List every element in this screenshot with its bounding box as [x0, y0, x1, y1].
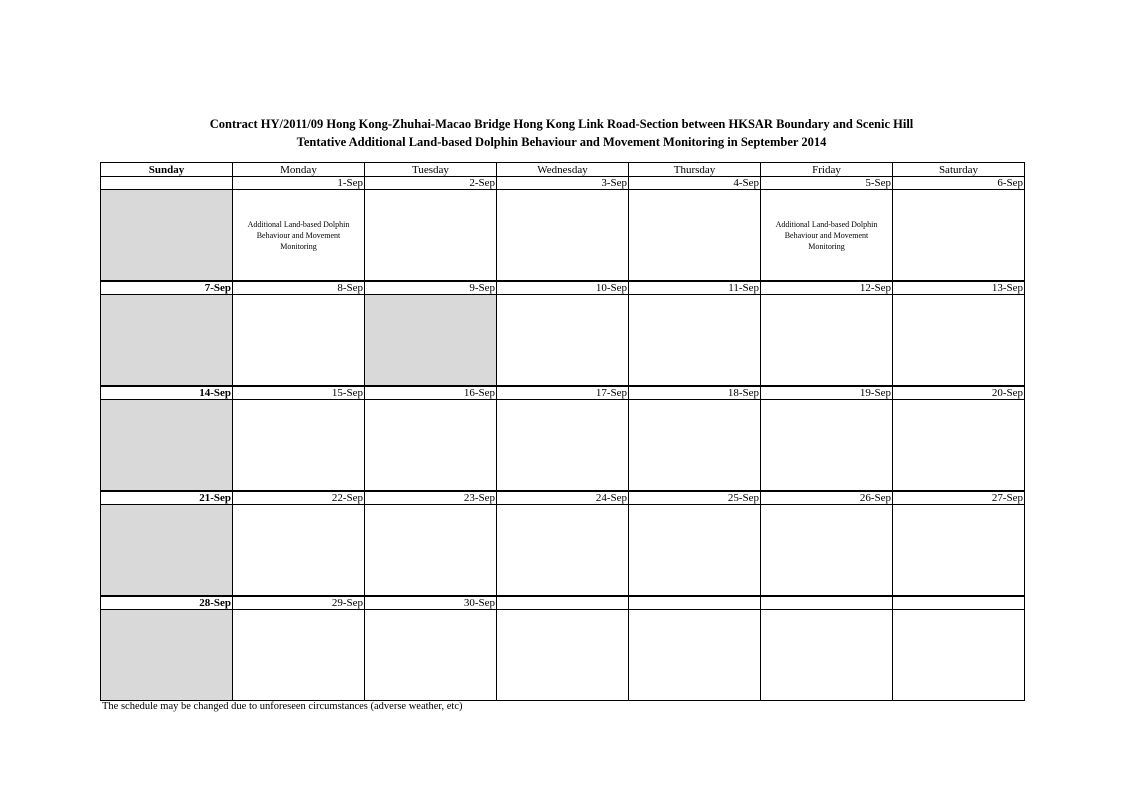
- date-cell: 13-Sep: [893, 281, 1025, 295]
- date-cell: 26-Sep: [761, 491, 893, 505]
- day-content-cell: [893, 400, 1025, 492]
- day-header-friday: Friday: [761, 163, 893, 177]
- day-content-cell: [629, 400, 761, 492]
- week-5-content-row: [101, 610, 1025, 701]
- date-cell: 28-Sep: [101, 596, 233, 610]
- day-content-cell: [629, 295, 761, 387]
- day-content-cell: [629, 190, 761, 282]
- week-4-date-row: [101, 491, 1025, 505]
- date-cell: 25-Sep: [629, 491, 761, 505]
- schedule-note: Additional Land-based Dolphin Behaviour and Movement Monitoring: [775, 219, 878, 251]
- day-content-cell: [761, 295, 893, 387]
- day-header-saturday: Saturday: [893, 163, 1025, 177]
- day-content-cell: [233, 190, 365, 282]
- footer-note: The schedule may be changed due to unforeseen circumstances (adverse weather, etc): [102, 701, 463, 712]
- date-cell: 21-Sep: [101, 491, 233, 505]
- day-header-sunday: Sunday: [101, 163, 233, 177]
- day-content-cell: [365, 295, 497, 387]
- day-content-cell: [497, 400, 629, 492]
- day-content-cell: [101, 190, 233, 282]
- date-cell: 14-Sep: [101, 386, 233, 400]
- day-content-cell: [365, 505, 497, 597]
- date-cell: 7-Sep: [101, 281, 233, 295]
- week-4-content-row: [101, 505, 1025, 597]
- day-content-cell: [497, 190, 629, 282]
- date-cell: 30-Sep: [365, 596, 497, 610]
- week-2-date-row: [101, 281, 1025, 295]
- day-content-cell: [629, 505, 761, 597]
- day-content-cell: [101, 505, 233, 597]
- date-cell: 24-Sep: [497, 491, 629, 505]
- date-cell: 23-Sep: [365, 491, 497, 505]
- date-cell: 29-Sep: [233, 596, 365, 610]
- day-content-cell: [365, 400, 497, 492]
- date-cell: 9-Sep: [365, 281, 497, 295]
- day-header-row: [101, 163, 1025, 177]
- day-content-cell: [893, 190, 1025, 282]
- date-cell: 19-Sep: [761, 386, 893, 400]
- day-content-cell: [101, 400, 233, 492]
- date-cell: 4-Sep: [629, 177, 761, 190]
- day-header-tuesday: Tuesday: [365, 163, 497, 177]
- day-content-cell: [629, 610, 761, 701]
- day-content-cell: [365, 610, 497, 701]
- day-content-cell: [497, 610, 629, 701]
- day-content-cell: [893, 295, 1025, 387]
- day-content-cell: [101, 295, 233, 387]
- date-cell: 16-Sep: [365, 386, 497, 400]
- day-content-cell: [893, 505, 1025, 597]
- calendar-table: [100, 162, 1025, 701]
- document-title: Contract HY/2011/09 Hong Kong-Zhuhai-Macao Bridge Hong Kong Link Road-Section between HKSAR Boundary and Scenic Hill: [209, 117, 914, 131]
- date-cell: 20-Sep: [893, 386, 1025, 400]
- date-cell: [101, 177, 233, 190]
- document-subtitle: Tentative Additional Land-based Dolphin Behaviour and Movement Monitoring in September 2014: [296, 135, 827, 149]
- date-cell: 1-Sep: [233, 177, 365, 190]
- date-cell: 27-Sep: [893, 491, 1025, 505]
- date-cell: [761, 596, 893, 610]
- day-header-monday: Monday: [233, 163, 365, 177]
- day-content-cell: [761, 190, 893, 282]
- week-1-date-row: [101, 177, 1025, 190]
- day-header-wednesday: Wednesday: [497, 163, 629, 177]
- date-cell: 6-Sep: [893, 177, 1025, 190]
- day-header-thursday: Thursday: [629, 163, 761, 177]
- date-cell: [629, 596, 761, 610]
- day-content-cell: [497, 505, 629, 597]
- date-cell: 10-Sep: [497, 281, 629, 295]
- week-5-date-row: [101, 596, 1025, 610]
- date-cell: 3-Sep: [497, 177, 629, 190]
- week-3-date-row: [101, 386, 1025, 400]
- day-content-cell: [233, 295, 365, 387]
- week-3-content-row: [101, 400, 1025, 492]
- day-content-cell: [761, 610, 893, 701]
- day-content-cell: [365, 190, 497, 282]
- date-cell: 18-Sep: [629, 386, 761, 400]
- date-cell: 12-Sep: [761, 281, 893, 295]
- date-cell: 2-Sep: [365, 177, 497, 190]
- date-cell: 5-Sep: [761, 177, 893, 190]
- date-cell: 8-Sep: [233, 281, 365, 295]
- day-content-cell: [497, 295, 629, 387]
- date-cell: [893, 596, 1025, 610]
- date-cell: 15-Sep: [233, 386, 365, 400]
- date-cell: [497, 596, 629, 610]
- date-cell: 22-Sep: [233, 491, 365, 505]
- day-content-cell: [893, 610, 1025, 701]
- day-content-cell: [233, 610, 365, 701]
- day-content-cell: [761, 505, 893, 597]
- week-1-content-row: [101, 190, 1025, 282]
- day-content-cell: [761, 400, 893, 492]
- week-2-content-row: [101, 295, 1025, 387]
- day-content-cell: [233, 505, 365, 597]
- day-content-cell: [101, 610, 233, 701]
- date-cell: 17-Sep: [497, 386, 629, 400]
- schedule-note: Additional Land-based Dolphin Behaviour and Movement Monitoring: [247, 219, 350, 251]
- date-cell: 11-Sep: [629, 281, 761, 295]
- day-content-cell: [233, 400, 365, 492]
